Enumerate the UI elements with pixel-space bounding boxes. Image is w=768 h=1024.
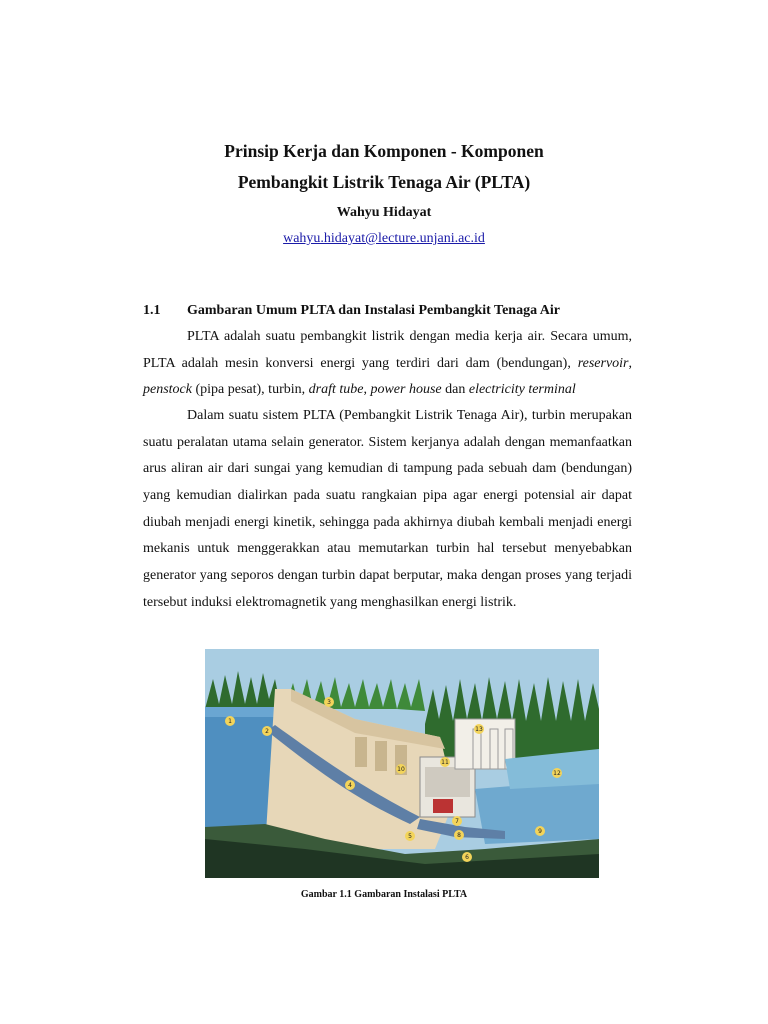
figure-label-7 — [452, 816, 462, 826]
author-email — [0, 231, 768, 247]
svg-text:11: 11 — [441, 759, 449, 766]
author-name: Wahyu Hidayat — [336, 205, 432, 220]
p2-line: mekanis untuk menggerakkan atau memutarkan turbin hal tersebut menyebabkan — [143, 541, 632, 557]
figure-label-4 — [345, 780, 355, 790]
paragraph-1: PLTA adalah suatu pembangkit listrik dengan media kerja air. Secara umum, PLTA adalah mesin konversi energi yang terdiri dari dam (bendungan), reservoir, penstock (pipa pesat), turbin, draft tube, power house dan electricity terminal — [143, 329, 632, 398]
figure-label-5 — [405, 831, 415, 841]
term-reservoir: reservoir — [577, 355, 629, 371]
figure-label-9 — [535, 826, 545, 836]
svg-text:7: 7 — [455, 818, 459, 825]
p2-line: yang kemudian dialirkan pada suatu rangkaian pipa agar energi potensial air dapat — [143, 488, 632, 504]
p2-line: suatu peralatan utama selain generator. Sistem kerjanya adalah dengan memanfaatkan — [143, 434, 632, 450]
p2-line: generator yang seporos dengan turbin dapat berputar, maka dengan proses yang terjadi — [143, 568, 632, 584]
figure-label-10 — [396, 764, 406, 774]
p1-word-dan: dan — [445, 382, 466, 398]
p2-line: diubah menjadi energi kinetik, sehingga pada akhirnya diubah kembali menjadi energi — [143, 514, 632, 530]
term-draft-tube: draft tube — [308, 382, 364, 398]
term-power-house: power house — [370, 382, 442, 398]
figure-caption: Gambar 1.1 Gambaran Instalasi PLTA — [300, 889, 468, 900]
email-link[interactable]: wahyu.hidayat@lecture.unjani.ac.id — [283, 231, 485, 246]
figure-label-8 — [454, 830, 464, 840]
svg-text:1: 1 — [228, 718, 232, 725]
figure-label-12 — [552, 768, 562, 778]
p1-line-3-text: (pipa pesat), turbin, — [195, 382, 306, 398]
svg-text:3: 3 — [327, 699, 331, 706]
svg-text:6: 6 — [465, 854, 469, 861]
svg-text:8: 8 — [457, 832, 461, 839]
term-penstock: penstock — [143, 382, 192, 398]
paragraph-2 — [143, 403, 632, 617]
hydropower-installation-illustration — [205, 649, 599, 878]
svg-text:12: 12 — [553, 770, 561, 777]
p1-line-1: PLTA adalah suatu pembangkit listrik dengan media kerja air. Secara umum, — [187, 329, 632, 344]
svg-text:10: 10 — [397, 766, 405, 773]
svg-text:5: 5 — [408, 833, 412, 840]
document-title-line-2: Pembangkit Listrik Tenaga Air (PLTA) — [237, 172, 531, 192]
svg-text:9: 9 — [538, 828, 542, 835]
section-title: Gambaran Umum PLTA dan Instalasi Pembangkit Tenaga Air — [187, 303, 561, 318]
section-heading — [143, 303, 560, 319]
svg-text:4: 4 — [348, 782, 352, 789]
p2-line: arus aliran air dari sungai yang kemudian di tampung pada sebuah dam (bendungan) — [143, 461, 632, 477]
figure-label-1 — [225, 716, 235, 726]
figure-label-2 — [262, 726, 272, 736]
p2-line: tersebut induksi elektromagnetik yang menghasilkan energi listrik. — [143, 594, 517, 610]
document-title-line-1: Prinsip Kerja dan Komponen - Komponen — [224, 141, 544, 161]
figure-label-13 — [474, 724, 484, 734]
svg-text:13: 13 — [475, 726, 483, 733]
figure-label-11 — [440, 757, 450, 767]
figure-label-3 — [324, 697, 334, 707]
p1-line-2: PLTA adalah mesin konversi energi yang terdiri dari dam (bendungan), — [143, 355, 571, 371]
section-number: 1.1 — [143, 303, 161, 318]
p2-line: Dalam suatu sistem PLTA (Pembangkit Listrik Tenaga Air), turbin merupakan — [187, 408, 632, 423]
term-electricity-terminal: electricity terminal — [468, 382, 576, 398]
figure-label-6 — [462, 852, 472, 862]
svg-text:2: 2 — [265, 728, 269, 735]
